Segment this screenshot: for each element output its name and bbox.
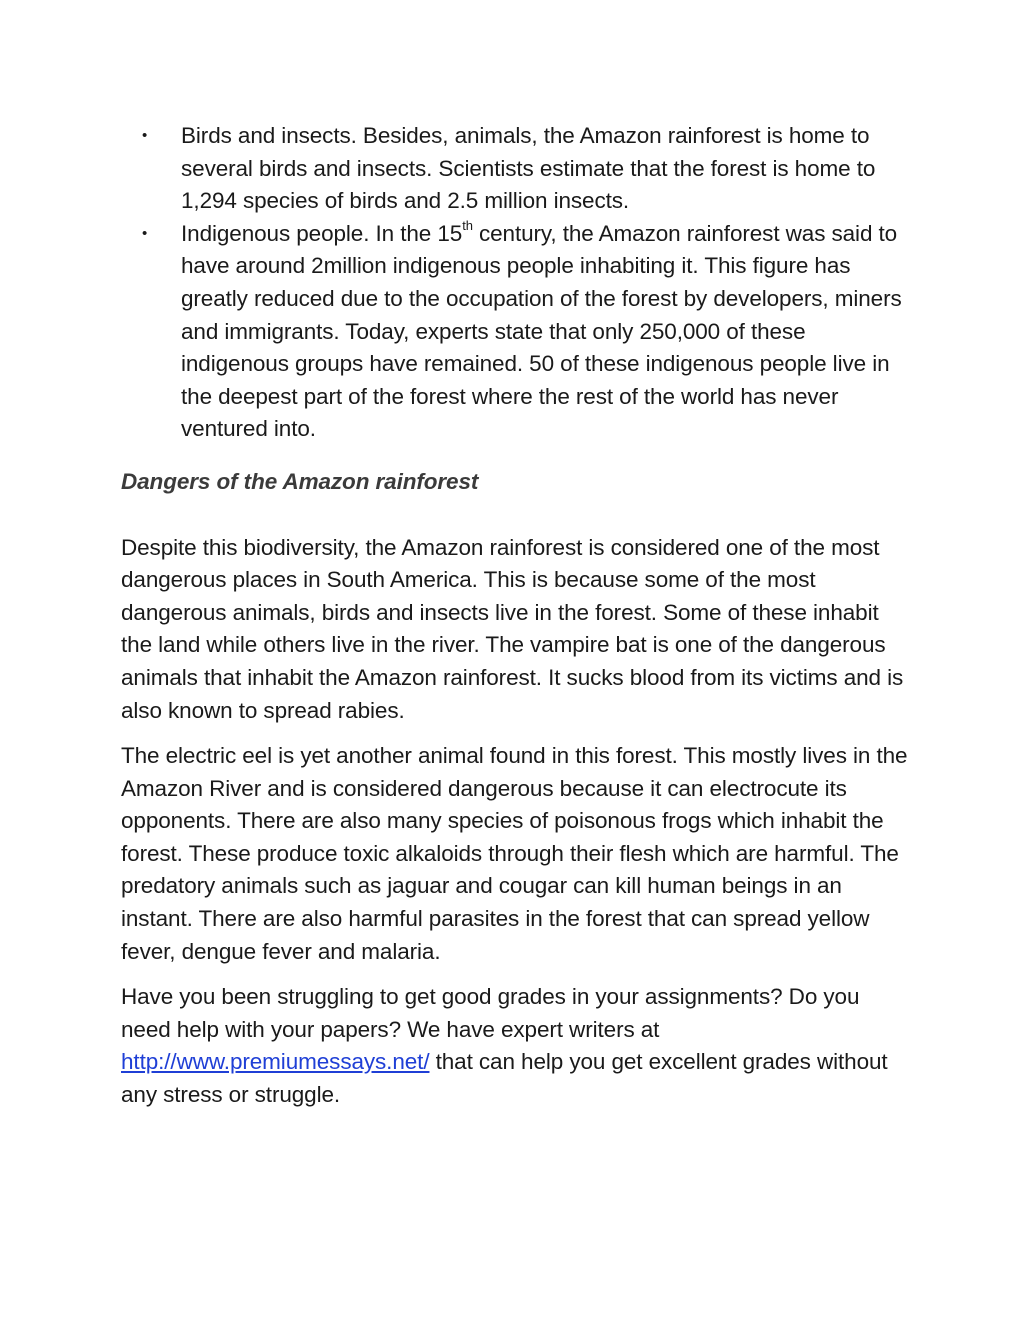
bullet-icon: • [142, 127, 148, 144]
closing-text-start: Have you been struggling to get good grades in your assignments? Do you need help with your papers? We have expert writers at [121, 984, 860, 1042]
bullet-list [121, 120, 911, 446]
section-heading: Dangers of the Amazon rainforest [121, 468, 479, 494]
premiumessays-link[interactable]: http://www.premiumessays.net/ [121, 1049, 430, 1075]
paragraph-electric-eel: The electric eel is yet another animal found in this forest. This mostly lives in the Amazon River and is considered dangerous because it can electrocute its opponents. There are also many species of poisonous frogs which inhabit the forest. These produce toxic alkaloids through their flesh which are harmful. The predatory animals such as jaguar and cougar can kill human beings in an instant. There are also harmful parasites in the forest that can spread yellow fever, dengue fever and malaria. [121, 743, 908, 964]
bullet-text-end: century, the Amazon rainforest was said to have around 2million indigenous people inhabiting it. This figure has greatly reduced due to the occupation of the forest by developers, miners and immigrants. Today, experts state that only 250,000 of these indigenous groups have remained. 50 of these indigenous people live in the deepest part of the forest where the rest of the world has never ventured into. [181, 220, 902, 442]
closing-text-end: that can help you get excellent grades without any stress or struggle. [121, 1049, 888, 1108]
bullet-text-start: Indigenous people. In the 15 [181, 220, 463, 246]
ordinal-superscript: th [462, 218, 473, 234]
bullet-item-birds-insects [121, 120, 911, 218]
paragraph-dangers: Despite this biodiversity, the Amazon rainforest is considered one of the most dangerous places in South America. This is because some of the most dangerous animals, birds and insects live in the forest. Some of these inhabit the land while others live in the river. The vampire bat is one of the dangerous animals that inhabit the Amazon rainforest. It sucks blood from its victims and is also known to spread rabies. [121, 534, 904, 723]
paragraph-closing [121, 981, 911, 1111]
bullet-text: Birds and insects. Besides, animals, the Amazon rainforest is home to several birds and insects. Scientists estimate that the forest is home to 1,294 species of birds and 2.5 million insects. [181, 123, 876, 214]
bullet-item-indigenous-people [121, 218, 911, 446]
page-content [121, 120, 911, 1112]
bullet-icon: • [142, 224, 148, 242]
